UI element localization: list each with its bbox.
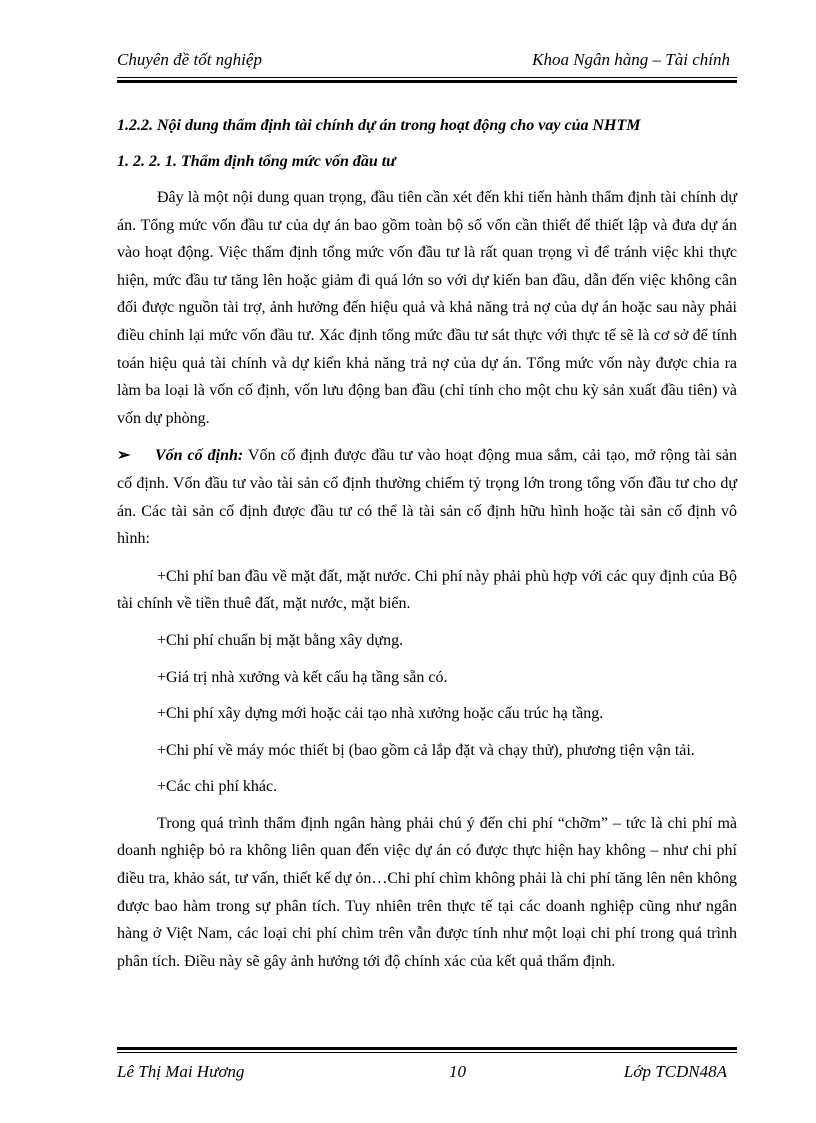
closing-paragraph: Trong quá trình thẩm định ngân hàng phải chú ý đến chi phí “chỡm” – tức là chi phí mà doanh nghiệp bỏ ra không liên quan đến việc dự án có được thực hiện hay không – như chi phí điều tra, khảo sát, tư vấn, thiết kế dự ỏn…Chi phí chìm không phải là chi phí tăng lên nên không được bao hàm trong sự phân tích. Tuy nhiên trên thực tế tại các doanh nghiệp cũng như ngân hàng ở Việt Nam, các loại chi phí chìm trên vẫn được tính như một loại chi phí trong quá trình phân tích. Điều này sẽ gây ảnh hưởng tới độ chính xác của kết quả thẩm định. — [117, 814, 737, 970]
footer-author: Lê Thị Mai Hương — [117, 1062, 245, 1081]
page-footer — [117, 1062, 737, 1088]
list-item: +Các chi phí khác. — [157, 778, 278, 796]
subsection-heading: 1. 2. 2. 1. Thẩm định tổng mức vốn đầu tư — [117, 153, 396, 170]
bullet-lead-term: Vốn cố định: — [155, 447, 244, 465]
footer-page-number: 10 — [449, 1062, 466, 1081]
section-heading: 1.2.2. Nội dung thẩm định tài chính dự án trong hoạt động cho vay của NHTM — [117, 117, 641, 134]
bullet-text: Vốn cố định được đầu tư vào hoạt động mua sắm, cải tạo, mở rộng tài sản cố định. Vốn đầu tư vào tài sản cố định thường chiếm tỷ trọng lớn trong tổng vốn đầu tư cho dự án. Các tài sản cố định được đầu tư có thể là tài sản cố định hữu hình hoặc tài sản cố định vô hình: — [117, 447, 737, 548]
intro-paragraph: Đây là một nội dung quan trọng, đầu tiên cần xét đến khi tiến hành thẩm định tài chính dự án. Tổng mức vốn đầu tư của dự án bao gồm toàn bộ số vốn cần thiết để thiết lập và đưa dự án vào hoạt động. Việc thẩm định tổng mức vốn đầu tư là rất quan trọng vì để tránh việc khi thực hiện, mức đầu tư tăng lên hoặc giảm đi quá lớn so với dự kiến ban đầu, dẫn đến việc không cân đối được nguồn tài trợ, ảnh hưởng đến hiệu quả và khả năng trả nợ của dự án hoặc sau này phải điều chỉnh lại mức vốn đầu tư. Xác định tổng mức đầu tư sát thực với thực tế sẽ là cơ sở để tính toán hiệu quả tài chính và dự kiến khả năng trả nợ của dự án. Tổng mức vốn này được chia ra làm ba loại là vốn cố định, vốn lưu động ban đầu (chỉ tính cho một chu kỳ sản xuất đầu tiên) và vốn dự phòng. — [117, 189, 737, 427]
list-item: +Chi phí ban đầu về mặt đất, mặt nước. Chi phí này phải phù hợp với các quy định của Bộ tài chính về tiền thuê đất, mặt nước, mặt biển. — [117, 567, 737, 613]
page-body — [117, 112, 737, 985]
list-item: +Chi phí xây dựng mới hoặc cải tạo nhà xưởng hoặc cấu trúc hạ tầng. — [157, 705, 604, 723]
list-item: +Chi phí chuẩn bị mặt bằng xây dựng. — [157, 631, 404, 649]
footer-class: Lớp TCDN48A — [623, 1062, 727, 1081]
list-item: +Giá trị nhà xưởng và kết cấu hạ tầng sẵn có. — [157, 668, 448, 686]
footer-rule-thick — [117, 1047, 737, 1050]
header-rule-thin — [117, 77, 737, 78]
arrow-bullet-icon: ➢ — [117, 447, 131, 465]
header-thesis-title: Chuyên đề tốt nghiệp — [117, 50, 262, 69]
footer-rule-thin — [117, 1052, 737, 1053]
list-item: +Chi phí về máy móc thiết bị (bao gồm cả lắp đặt và chạy thử), phương tiện vận tải. — [157, 741, 695, 759]
header-faculty: Khoa Ngân hàng – Tài chính — [532, 50, 730, 69]
page-header — [117, 48, 730, 74]
header-rule-thick — [117, 80, 737, 83]
bullet-paragraph — [117, 442, 737, 552]
